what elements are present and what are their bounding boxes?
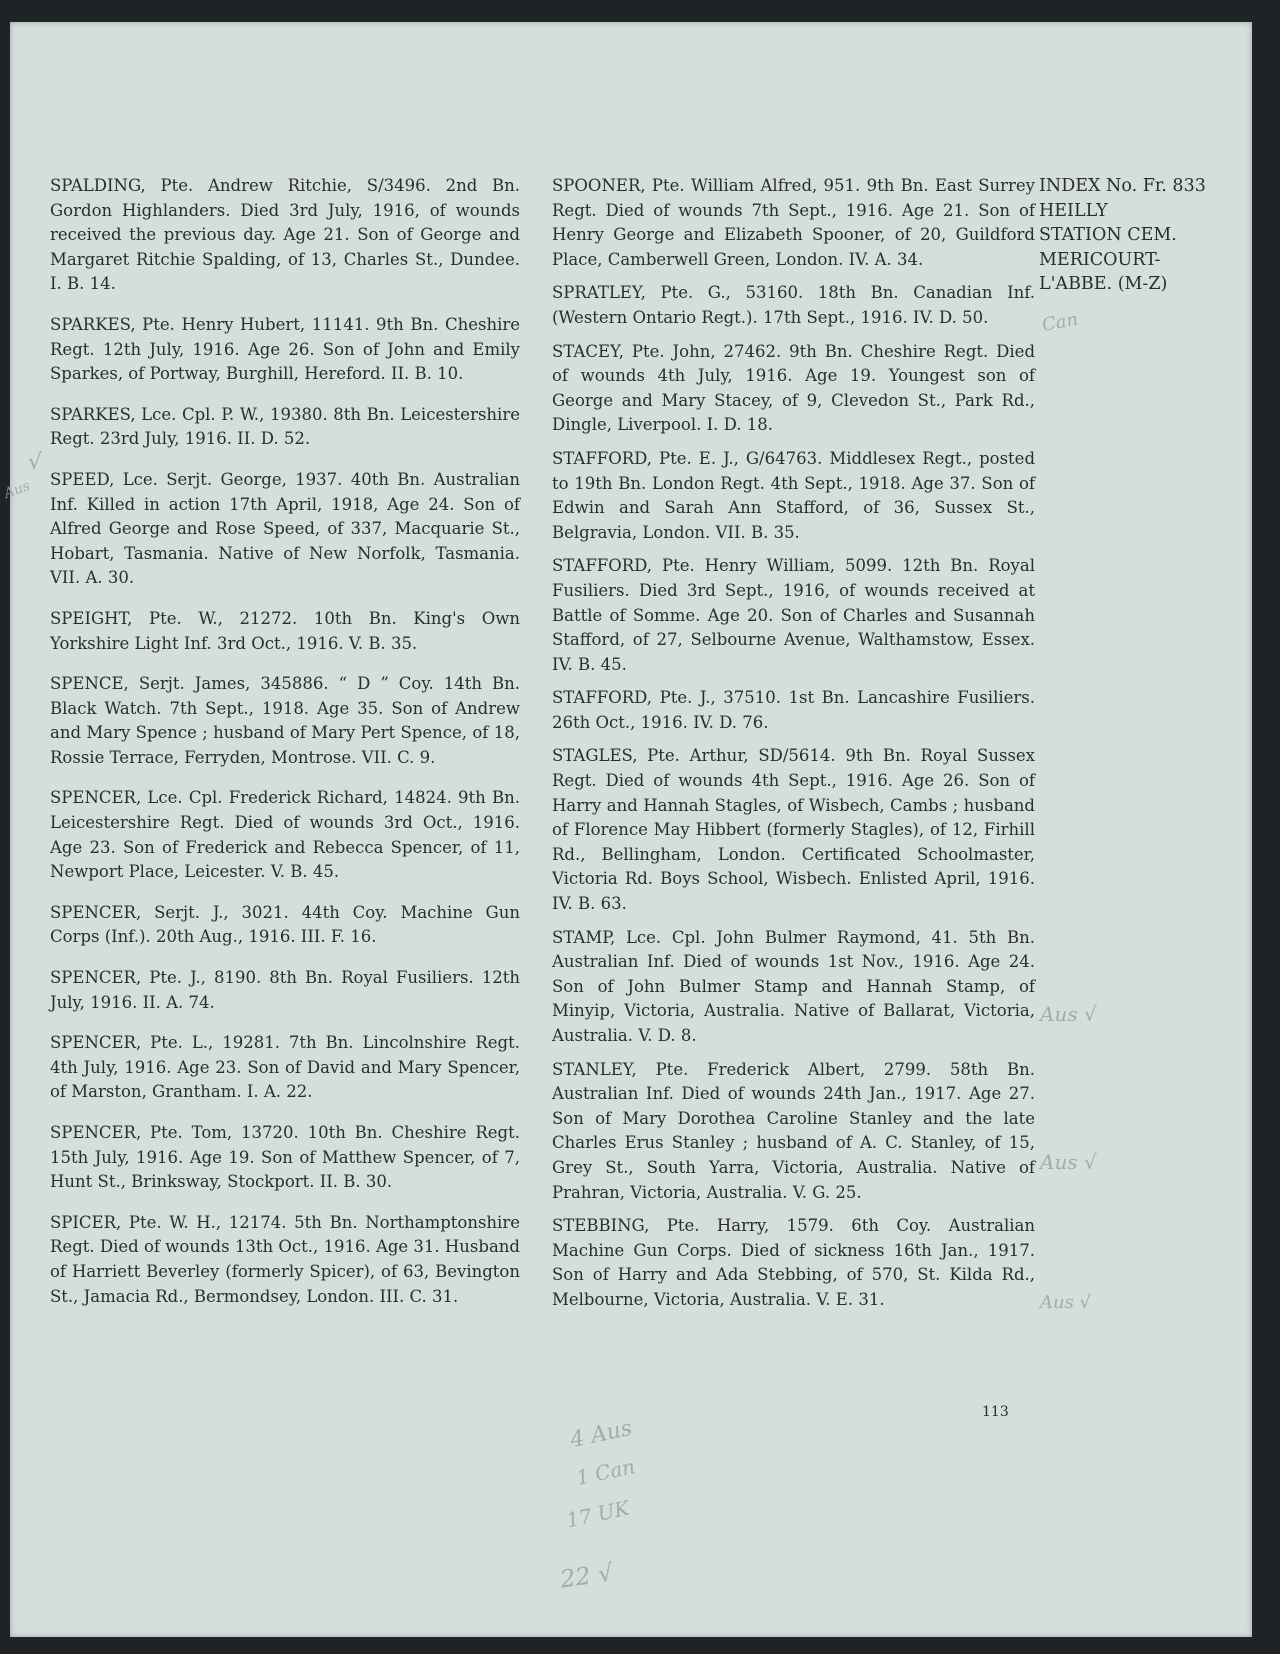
entry-spencer-l: SPENCER, Pte. L., 19281. 7th Bn. Lincolnshire Regt. 4th July, 1916. Age 23. Son of David and Mary Spencer, of Marston, Grantham. I. A. 22. <box>50 1033 520 1102</box>
entry-stanley: STANLEY, Pte. Frederick Albert, 2799. 58th Bn. Australian Inf. Died of wounds 24th Jan., 1917. Age 27. Son of Mary Dorothea Caroline Stanley and the late Charles Erus Stanley ; husband of A. C. Stanley, of 15, Grey St., South Yarra, Victoria, Australia. Native of Prahran, Victoria, Australia. V. G. 25. <box>552 1059 1035 1202</box>
entry-speight: SPEIGHT, Pte. W., 21272. 10th Bn. King's Own Yorkshire Light Inf. 3rd Oct., 1916. V. B. 35. <box>50 608 520 653</box>
index-line-labbe: L'ABBE. (M-Z) <box>1039 274 1168 295</box>
entry-spalding: SPALDING, Pte. Andrew Ritchie, S/3496. 2nd Bn. Gordon Highlanders. Died 3rd July, 1916, of wounds received the previous day. Age 21. Son of George and Margaret Ritchie Spalding, of 13, Charles St., Dundee. I. B. 14. <box>50 176 520 294</box>
entry-sparkes-henry: SPARKES, Pte. Henry Hubert, 11141. 9th Bn. Cheshire Regt. 12th July, 1916. Age 26. Son of John and Emily Sparkes, of Portway, Burghill, Hereford. II. B. 10. <box>50 314 520 384</box>
entry-spencer-serjt-j: SPENCER, Serjt. J., 3021. 44th Coy. Machine Gun Corps (Inf.). 20th Aug., 1916. III. F. 16. <box>50 902 520 947</box>
index-line-mericourt: MERICOURT- <box>1039 249 1161 270</box>
document-page <box>2 22 1252 1637</box>
entry-stafford-j: STAFFORD, Pte. J., 37510. 1st Bn. Lancashire Fusiliers. 26th Oct., 1916. IV. D. 76. <box>552 688 1035 732</box>
handwritten-note-speed: Aus <box>2 477 33 503</box>
handwritten-note-stanley: Aus √ <box>1040 1150 1097 1174</box>
handwritten-note-spratley: Can <box>1040 309 1080 336</box>
handwritten-tally-aus: 4 Aus <box>568 1415 635 1454</box>
handwritten-tally-total: 22 √ <box>558 1558 616 1594</box>
entry-stacey: STACEY, Pte. John, 27462. 9th Bn. Cheshire Regt. Died of wounds 4th July, 1916. Age 19. Youngest son of George and Mary Stacey, of 9, Clevedon St., Park Rd., Dingle, Liverpool. I. D. 18. <box>552 341 1035 435</box>
entry-stamp: STAMP, Lce. Cpl. John Bulmer Raymond, 41. 5th Bn. Australian Inf. Died of wounds 1st Nov., 1916. Age 24. Son of John Bulmer Stamp and Hannah Stamp, of Minyip, Victoria, Australia. Native of Ballarat, Victoria, Australia. V. D. 8. <box>552 927 1035 1045</box>
entry-spencer-tom: SPENCER, Pte. Tom, 13720. 10th Bn. Cheshire Regt. 15th July, 1916. Age 19. Son of Matthew Spencer, of 7, Hunt St., Brinksway, Stockport. II. B. 30. <box>50 1123 520 1192</box>
entry-stebbing: STEBBING, Pte. Harry, 1579. 6th Coy. Australian Machine Gun Corps. Died of sickness 16th Jan., 1917. Son of Harry and Ada Stebbing, of 570, St. Kilda Rd., Melbourne, Victoria, Australia. V. E. 31. <box>552 1216 1035 1309</box>
right-column <box>552 174 1035 1322</box>
index-header <box>1039 174 1239 297</box>
entry-spooner: SPOONER, Pte. William Alfred, 951. 9th Bn. East Surrey Regt. Died of wounds 7th Sept., 1916. Age 21. Son of Henry George and Elizabeth Spooner, of 20, Guildford Place, Camberwell Green, London. IV. A. 34. <box>552 176 1035 269</box>
entry-spence: SPENCE, Serjt. James, 345886. “ D ” Coy. 14th Bn. Black Watch. 7th Sept., 1918. Age 35. Son of Andrew and Mary Spence ; husband of Mary Pert Spence, of 18, Rossie Terrace, Ferryden, Montrose. VII. C. 9. <box>50 674 520 767</box>
entry-spencer-pte-j: SPENCER, Pte. J., 8190. 8th Bn. Royal Fusiliers. 12th July, 1916. II. A. 74. <box>50 968 520 1012</box>
entry-spratley: SPRATLEY, Pte. G., 53160. 18th Bn. Canadian Inf. (Western Ontario Regt.). 17th Sept., 1916. IV. D. 50. <box>552 283 1035 327</box>
tick-mark-speed: √ <box>28 450 43 475</box>
handwritten-tally-uk: 17 UK <box>564 1495 632 1533</box>
entry-stafford-ej: STAFFORD, Pte. E. J., G/64763. Middlesex Regt., posted to 19th Bn. London Regt. 4th Sept., 1918. Age 37. Son of Edwin and Sarah Ann Stafford, of 36, Sussex St., Belgravia, London. VII. B. 35. <box>552 448 1035 542</box>
handwritten-note-stebbing: Aus √ <box>1040 1292 1092 1313</box>
entry-stagles: STAGLES, Pte. Arthur, SD/5614. 9th Bn. Royal Sussex Regt. Died of wounds 4th Sept., 1916. Age 26. Son of Harry and Hannah Stagles, of Wisbech, Cambs ; husband of Florence May Hibbert (formerly Stagles), of 12, Firhill Rd., Bellingham, London. Certificated Schoolmaster, Victoria Rd. Boys School, Wisbech. Enlisted April, 1916. IV. B. 63. <box>552 746 1035 914</box>
entry-speed: SPEED, Lce. Serjt. George, 1937. 40th Bn. Australian Inf. Killed in action 17th April, 1918, Age 24. Son of Alfred George and Rose Speed, of 337, Macquarie St., Hobart, Tasmania. Native of New Norfolk, Tasmania. VII. A. 30. <box>50 469 520 588</box>
entry-spicer: SPICER, Pte. W. H., 12174. 5th Bn. Northamptonshire Regt. Died of wounds 13th Oct., 1916. Age 31. Husband of Harriett Beverley (formerly Spicer), of 63, Bevington St., Jamacia Rd., Bermondsey, London. III. C. 31. <box>50 1212 520 1306</box>
page-number: 113 <box>982 1404 1009 1420</box>
index-line-heilly: HEILLY <box>1039 200 1108 221</box>
left-column <box>50 174 520 1325</box>
index-number: INDEX No. Fr. 833 <box>1039 176 1206 196</box>
handwritten-note-stamp: Aus √ <box>1040 1002 1097 1026</box>
entry-stafford-henry: STAFFORD, Pte. Henry William, 5099. 12th Bn. Royal Fusiliers. Died 3rd Sept., 1916, of wounds received at Battle of Somme. Age 20. Son of Charles and Susannah Stafford, of 27, Selbourne Avenue, Walthamstow, Essex. IV. B. 45. <box>552 556 1035 674</box>
index-line-station: STATION CEM. <box>1039 225 1177 246</box>
entry-sparkes-pw: SPARKES, Lce. Cpl. P. W., 19380. 8th Bn. Leicestershire Regt. 23rd July, 1916. II. D. 52. <box>50 404 520 449</box>
entry-spencer-frederick: SPENCER, Lce. Cpl. Frederick Richard, 14824. 9th Bn. Leicestershire Regt. Died of wounds 3rd Oct., 1916. Age 23. Son of Frederick and Rebecca Spencer, of 11, Newport Place, Leicester. V. B. 45. <box>50 788 520 882</box>
handwritten-tally-can: 1 Can <box>574 1454 638 1490</box>
